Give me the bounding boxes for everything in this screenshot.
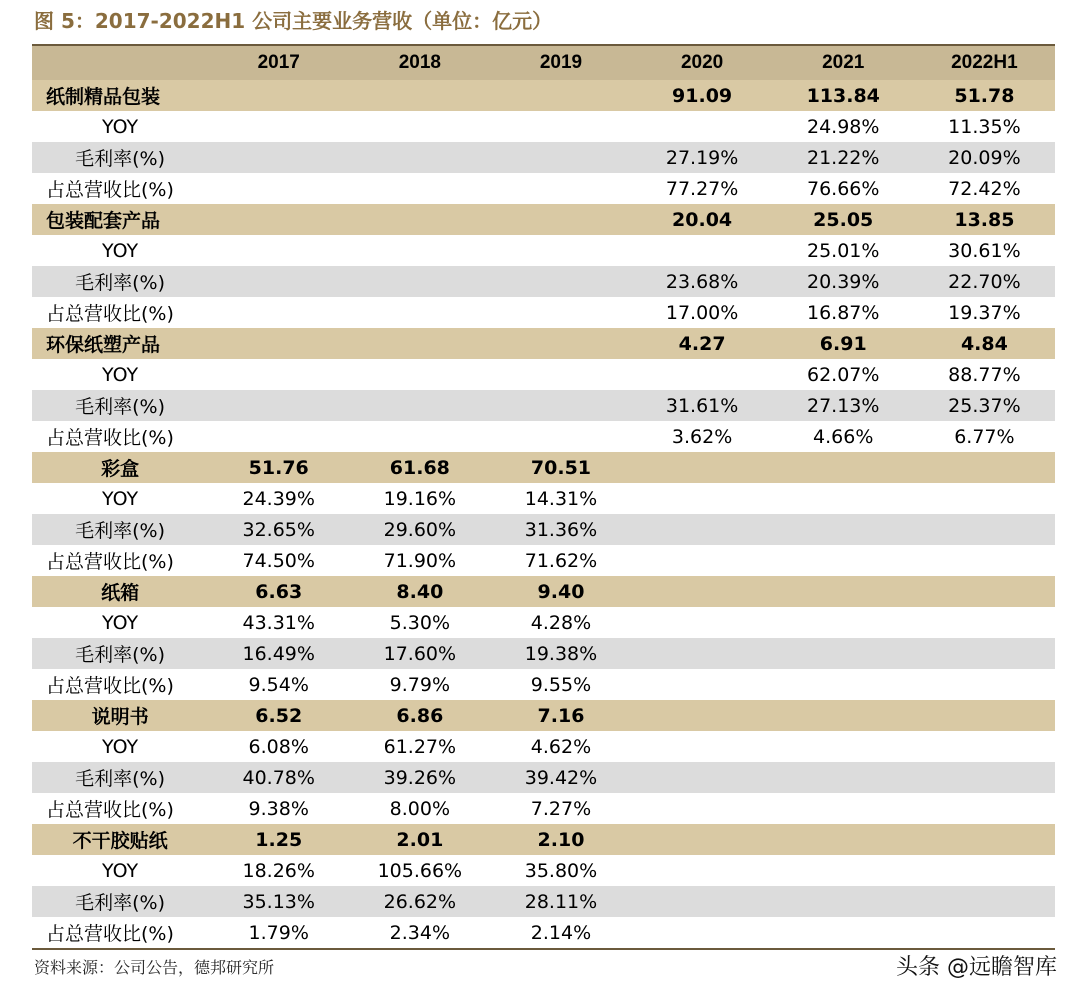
- table-cell: 27.19%: [632, 142, 773, 173]
- table-cell: 9.55%: [490, 669, 631, 700]
- category-row: [32, 328, 1055, 359]
- table-cell: [914, 886, 1055, 917]
- table-cell: [349, 390, 490, 421]
- table-cell: 70.51: [490, 452, 631, 483]
- table-cell: 9.40: [490, 576, 631, 607]
- table-cell: [208, 390, 349, 421]
- table-cell: 31.61%: [632, 390, 773, 421]
- table-cell: [349, 328, 490, 359]
- table-cell: 7.27%: [490, 793, 631, 824]
- table-cell: 6.86: [349, 700, 490, 731]
- table-cell: 29.60%: [349, 514, 490, 545]
- table-cell: [208, 142, 349, 173]
- table-cell: 25.37%: [914, 390, 1055, 421]
- row-label: 占总营收比(%): [32, 173, 208, 204]
- table-cell: 35.80%: [490, 855, 631, 886]
- table-cell: [349, 297, 490, 328]
- table-cell: 77.27%: [632, 173, 773, 204]
- row-label: YOY: [32, 235, 208, 266]
- table-cell: 25.05: [773, 204, 914, 235]
- header-cell: 2019: [490, 46, 631, 80]
- table-cell: 19.37%: [914, 297, 1055, 328]
- table-cell: 71.62%: [490, 545, 631, 576]
- table-cell: [632, 235, 773, 266]
- table-cell: [208, 111, 349, 142]
- table-cell: [773, 514, 914, 545]
- table-cell: [773, 483, 914, 514]
- header-cell: 2020: [632, 46, 773, 80]
- table-cell: 19.16%: [349, 483, 490, 514]
- table-cell: [632, 886, 773, 917]
- table-cell: 28.11%: [490, 886, 631, 917]
- table-row: [32, 173, 1055, 204]
- table-row: [32, 731, 1055, 762]
- table-cell: 39.26%: [349, 762, 490, 793]
- table-cell: [208, 80, 349, 111]
- row-label: 占总营收比(%): [32, 793, 208, 824]
- table-cell: 91.09: [632, 80, 773, 111]
- table-cell: [632, 700, 773, 731]
- row-label: YOY: [32, 111, 208, 142]
- table-cell: [914, 576, 1055, 607]
- table-cell: [773, 762, 914, 793]
- table-cell: [773, 576, 914, 607]
- row-label: 毛利率(%): [32, 886, 208, 917]
- table-cell: 16.49%: [208, 638, 349, 669]
- table-cell: [490, 173, 631, 204]
- row-label: 占总营收比(%): [32, 545, 208, 576]
- table-cell: [349, 266, 490, 297]
- table-cell: 61.27%: [349, 731, 490, 762]
- table-cell: [632, 514, 773, 545]
- table-cell: [349, 421, 490, 452]
- table-cell: [208, 173, 349, 204]
- table-row: [32, 607, 1055, 638]
- table-cell: 88.77%: [914, 359, 1055, 390]
- table-cell: 35.13%: [208, 886, 349, 917]
- table-cell: [349, 173, 490, 204]
- category-row: [32, 452, 1055, 483]
- watermark: 头条 @远瞻智库: [896, 955, 1057, 980]
- table-cell: 17.60%: [349, 638, 490, 669]
- table-cell: [632, 824, 773, 855]
- table-cell: 24.39%: [208, 483, 349, 514]
- table-cell: 31.36%: [490, 514, 631, 545]
- table-cell: [208, 266, 349, 297]
- table-cell: 20.04: [632, 204, 773, 235]
- table-cell: [773, 855, 914, 886]
- table-cell: 14.31%: [490, 483, 631, 514]
- table-cell: [349, 204, 490, 235]
- table-cell: 113.84: [773, 80, 914, 111]
- table-cell: [208, 297, 349, 328]
- table-cell: [490, 266, 631, 297]
- table-cell: [490, 390, 631, 421]
- row-label: 占总营收比(%): [32, 297, 208, 328]
- table-cell: [208, 421, 349, 452]
- table-row: [32, 235, 1055, 266]
- table-cell: 1.25: [208, 824, 349, 855]
- table-cell: [773, 638, 914, 669]
- table-cell: [349, 142, 490, 173]
- table-cell: [208, 359, 349, 390]
- row-label: YOY: [32, 607, 208, 638]
- table-row: [32, 545, 1055, 576]
- row-label: 彩盒: [32, 452, 208, 483]
- table-cell: [349, 359, 490, 390]
- source-note: 资料来源：公司公告，德邦研究所: [34, 958, 275, 977]
- table-cell: [490, 142, 631, 173]
- table-cell: [773, 793, 914, 824]
- row-label: 占总营收比(%): [32, 917, 208, 949]
- table-cell: 2.01: [349, 824, 490, 855]
- table-row: [32, 266, 1055, 297]
- table-cell: 21.22%: [773, 142, 914, 173]
- table-cell: 2.10: [490, 824, 631, 855]
- table-cell: [914, 669, 1055, 700]
- table-cell: [773, 824, 914, 855]
- table-row: [32, 855, 1055, 886]
- table-cell: 3.62%: [632, 421, 773, 452]
- table-cell: [914, 824, 1055, 855]
- table-cell: 6.77%: [914, 421, 1055, 452]
- table-cell: 23.68%: [632, 266, 773, 297]
- table-cell: 17.00%: [632, 297, 773, 328]
- table-cell: 40.78%: [208, 762, 349, 793]
- table-cell: [773, 545, 914, 576]
- table-cell: 4.84: [914, 328, 1055, 359]
- table-cell: 6.08%: [208, 731, 349, 762]
- table-cell: 61.68: [349, 452, 490, 483]
- table-cell: 51.78: [914, 80, 1055, 111]
- table-cell: [914, 452, 1055, 483]
- table-cell: [632, 607, 773, 638]
- table-cell: [773, 886, 914, 917]
- table-cell: [773, 731, 914, 762]
- table-cell: 1.79%: [208, 917, 349, 949]
- table-cell: [914, 483, 1055, 514]
- table-cell: 26.62%: [349, 886, 490, 917]
- table-cell: [914, 545, 1055, 576]
- revenue-table: [32, 46, 1055, 950]
- row-label: 纸制精品包装: [32, 80, 208, 111]
- table-cell: [349, 111, 490, 142]
- table-cell: 2.34%: [349, 917, 490, 949]
- row-label: 占总营收比(%): [32, 669, 208, 700]
- table-cell: [773, 669, 914, 700]
- table-row: [32, 917, 1055, 949]
- table-cell: [914, 731, 1055, 762]
- table-cell: 9.38%: [208, 793, 349, 824]
- table-cell: 18.26%: [208, 855, 349, 886]
- row-label: 包装配套产品: [32, 204, 208, 235]
- table-cell: [632, 917, 773, 949]
- table-cell: 4.27: [632, 328, 773, 359]
- table-cell: [349, 80, 490, 111]
- table-cell: 5.30%: [349, 607, 490, 638]
- row-label: YOY: [32, 483, 208, 514]
- row-label: 毛利率(%): [32, 762, 208, 793]
- header-cell: 2017: [208, 46, 349, 80]
- row-label: 毛利率(%): [32, 266, 208, 297]
- table-cell: [632, 545, 773, 576]
- table-cell: [490, 80, 631, 111]
- row-label: YOY: [32, 731, 208, 762]
- table-cell: [914, 514, 1055, 545]
- table-row: [32, 669, 1055, 700]
- table-cell: [490, 359, 631, 390]
- table-cell: 11.35%: [914, 111, 1055, 142]
- header-cell: 2018: [349, 46, 490, 80]
- table-cell: [632, 669, 773, 700]
- table-cell: 105.66%: [349, 855, 490, 886]
- table-row: [32, 514, 1055, 545]
- table-cell: 9.79%: [349, 669, 490, 700]
- header-cell: [32, 46, 208, 80]
- table-cell: 76.66%: [773, 173, 914, 204]
- table-cell: 8.40: [349, 576, 490, 607]
- table-row: [32, 359, 1055, 390]
- table-cell: 13.85: [914, 204, 1055, 235]
- table-cell: 6.52: [208, 700, 349, 731]
- table-cell: [349, 235, 490, 266]
- row-label: 环保纸塑产品: [32, 328, 208, 359]
- row-label: 不干胶贴纸: [32, 824, 208, 855]
- table-cell: 20.09%: [914, 142, 1055, 173]
- row-label: 毛利率(%): [32, 514, 208, 545]
- table-cell: [490, 297, 631, 328]
- table-cell: [632, 576, 773, 607]
- table-cell: [773, 700, 914, 731]
- table-cell: [632, 731, 773, 762]
- row-label: 毛利率(%): [32, 390, 208, 421]
- table-cell: [914, 855, 1055, 886]
- table-cell: 4.66%: [773, 421, 914, 452]
- table-cell: 7.16: [490, 700, 631, 731]
- table-row: [32, 638, 1055, 669]
- table-cell: 8.00%: [349, 793, 490, 824]
- table-cell: [773, 452, 914, 483]
- table-cell: 19.38%: [490, 638, 631, 669]
- row-label: 说明书: [32, 700, 208, 731]
- table-cell: [490, 111, 631, 142]
- table-cell: 22.70%: [914, 266, 1055, 297]
- table-cell: [208, 235, 349, 266]
- table-cell: [632, 855, 773, 886]
- header-cell: 2022H1: [914, 46, 1055, 80]
- table-cell: [914, 917, 1055, 949]
- table-cell: [490, 204, 631, 235]
- table-cell: 4.62%: [490, 731, 631, 762]
- row-label: 毛利率(%): [32, 638, 208, 669]
- table-cell: 39.42%: [490, 762, 631, 793]
- table-row: [32, 421, 1055, 452]
- table-cell: 24.98%: [773, 111, 914, 142]
- table-cell: 4.28%: [490, 607, 631, 638]
- table-cell: 25.01%: [773, 235, 914, 266]
- row-label: YOY: [32, 359, 208, 390]
- table-cell: 74.50%: [208, 545, 349, 576]
- row-label: YOY: [32, 855, 208, 886]
- table-cell: [914, 638, 1055, 669]
- table-row: [32, 886, 1055, 917]
- table-cell: 6.63: [208, 576, 349, 607]
- table-cell: 6.91: [773, 328, 914, 359]
- table-cell: 62.07%: [773, 359, 914, 390]
- table-cell: 2.14%: [490, 917, 631, 949]
- category-row: [32, 576, 1055, 607]
- table-cell: [914, 793, 1055, 824]
- table-cell: [632, 359, 773, 390]
- table-row: [32, 142, 1055, 173]
- row-label: 毛利率(%): [32, 142, 208, 173]
- row-label: 占总营收比(%): [32, 421, 208, 452]
- table-cell: 72.42%: [914, 173, 1055, 204]
- category-row: [32, 824, 1055, 855]
- table-cell: [914, 762, 1055, 793]
- table-cell: 16.87%: [773, 297, 914, 328]
- table-cell: [914, 700, 1055, 731]
- category-row: [32, 204, 1055, 235]
- table-cell: [632, 452, 773, 483]
- table-cell: [632, 762, 773, 793]
- figure-title: 图 5：2017-2022H1 公司主要业务营收（单位：亿元）: [34, 9, 553, 33]
- table-cell: [773, 917, 914, 949]
- table-row: [32, 793, 1055, 824]
- table-cell: [914, 607, 1055, 638]
- table-cell: [632, 111, 773, 142]
- table-row: [32, 111, 1055, 142]
- table-cell: 20.39%: [773, 266, 914, 297]
- table-cell: [208, 204, 349, 235]
- row-label: 纸箱: [32, 576, 208, 607]
- table-cell: 51.76: [208, 452, 349, 483]
- category-row: [32, 700, 1055, 731]
- table-cell: [632, 483, 773, 514]
- table-cell: [490, 328, 631, 359]
- table-cell: 32.65%: [208, 514, 349, 545]
- table-row: [32, 762, 1055, 793]
- table-cell: [490, 421, 631, 452]
- table-cell: 9.54%: [208, 669, 349, 700]
- table-cell: 30.61%: [914, 235, 1055, 266]
- category-row: [32, 80, 1055, 111]
- table-cell: [773, 607, 914, 638]
- table-row: [32, 390, 1055, 421]
- table-cell: [632, 638, 773, 669]
- table-cell: [490, 235, 631, 266]
- table-header-row: [32, 46, 1055, 80]
- table-cell: [208, 328, 349, 359]
- table-cell: 43.31%: [208, 607, 349, 638]
- table-cell: 71.90%: [349, 545, 490, 576]
- table-row: [32, 483, 1055, 514]
- header-cell: 2021: [773, 46, 914, 80]
- table-body: [32, 80, 1055, 949]
- table-row: [32, 297, 1055, 328]
- table-cell: 27.13%: [773, 390, 914, 421]
- table-cell: [632, 793, 773, 824]
